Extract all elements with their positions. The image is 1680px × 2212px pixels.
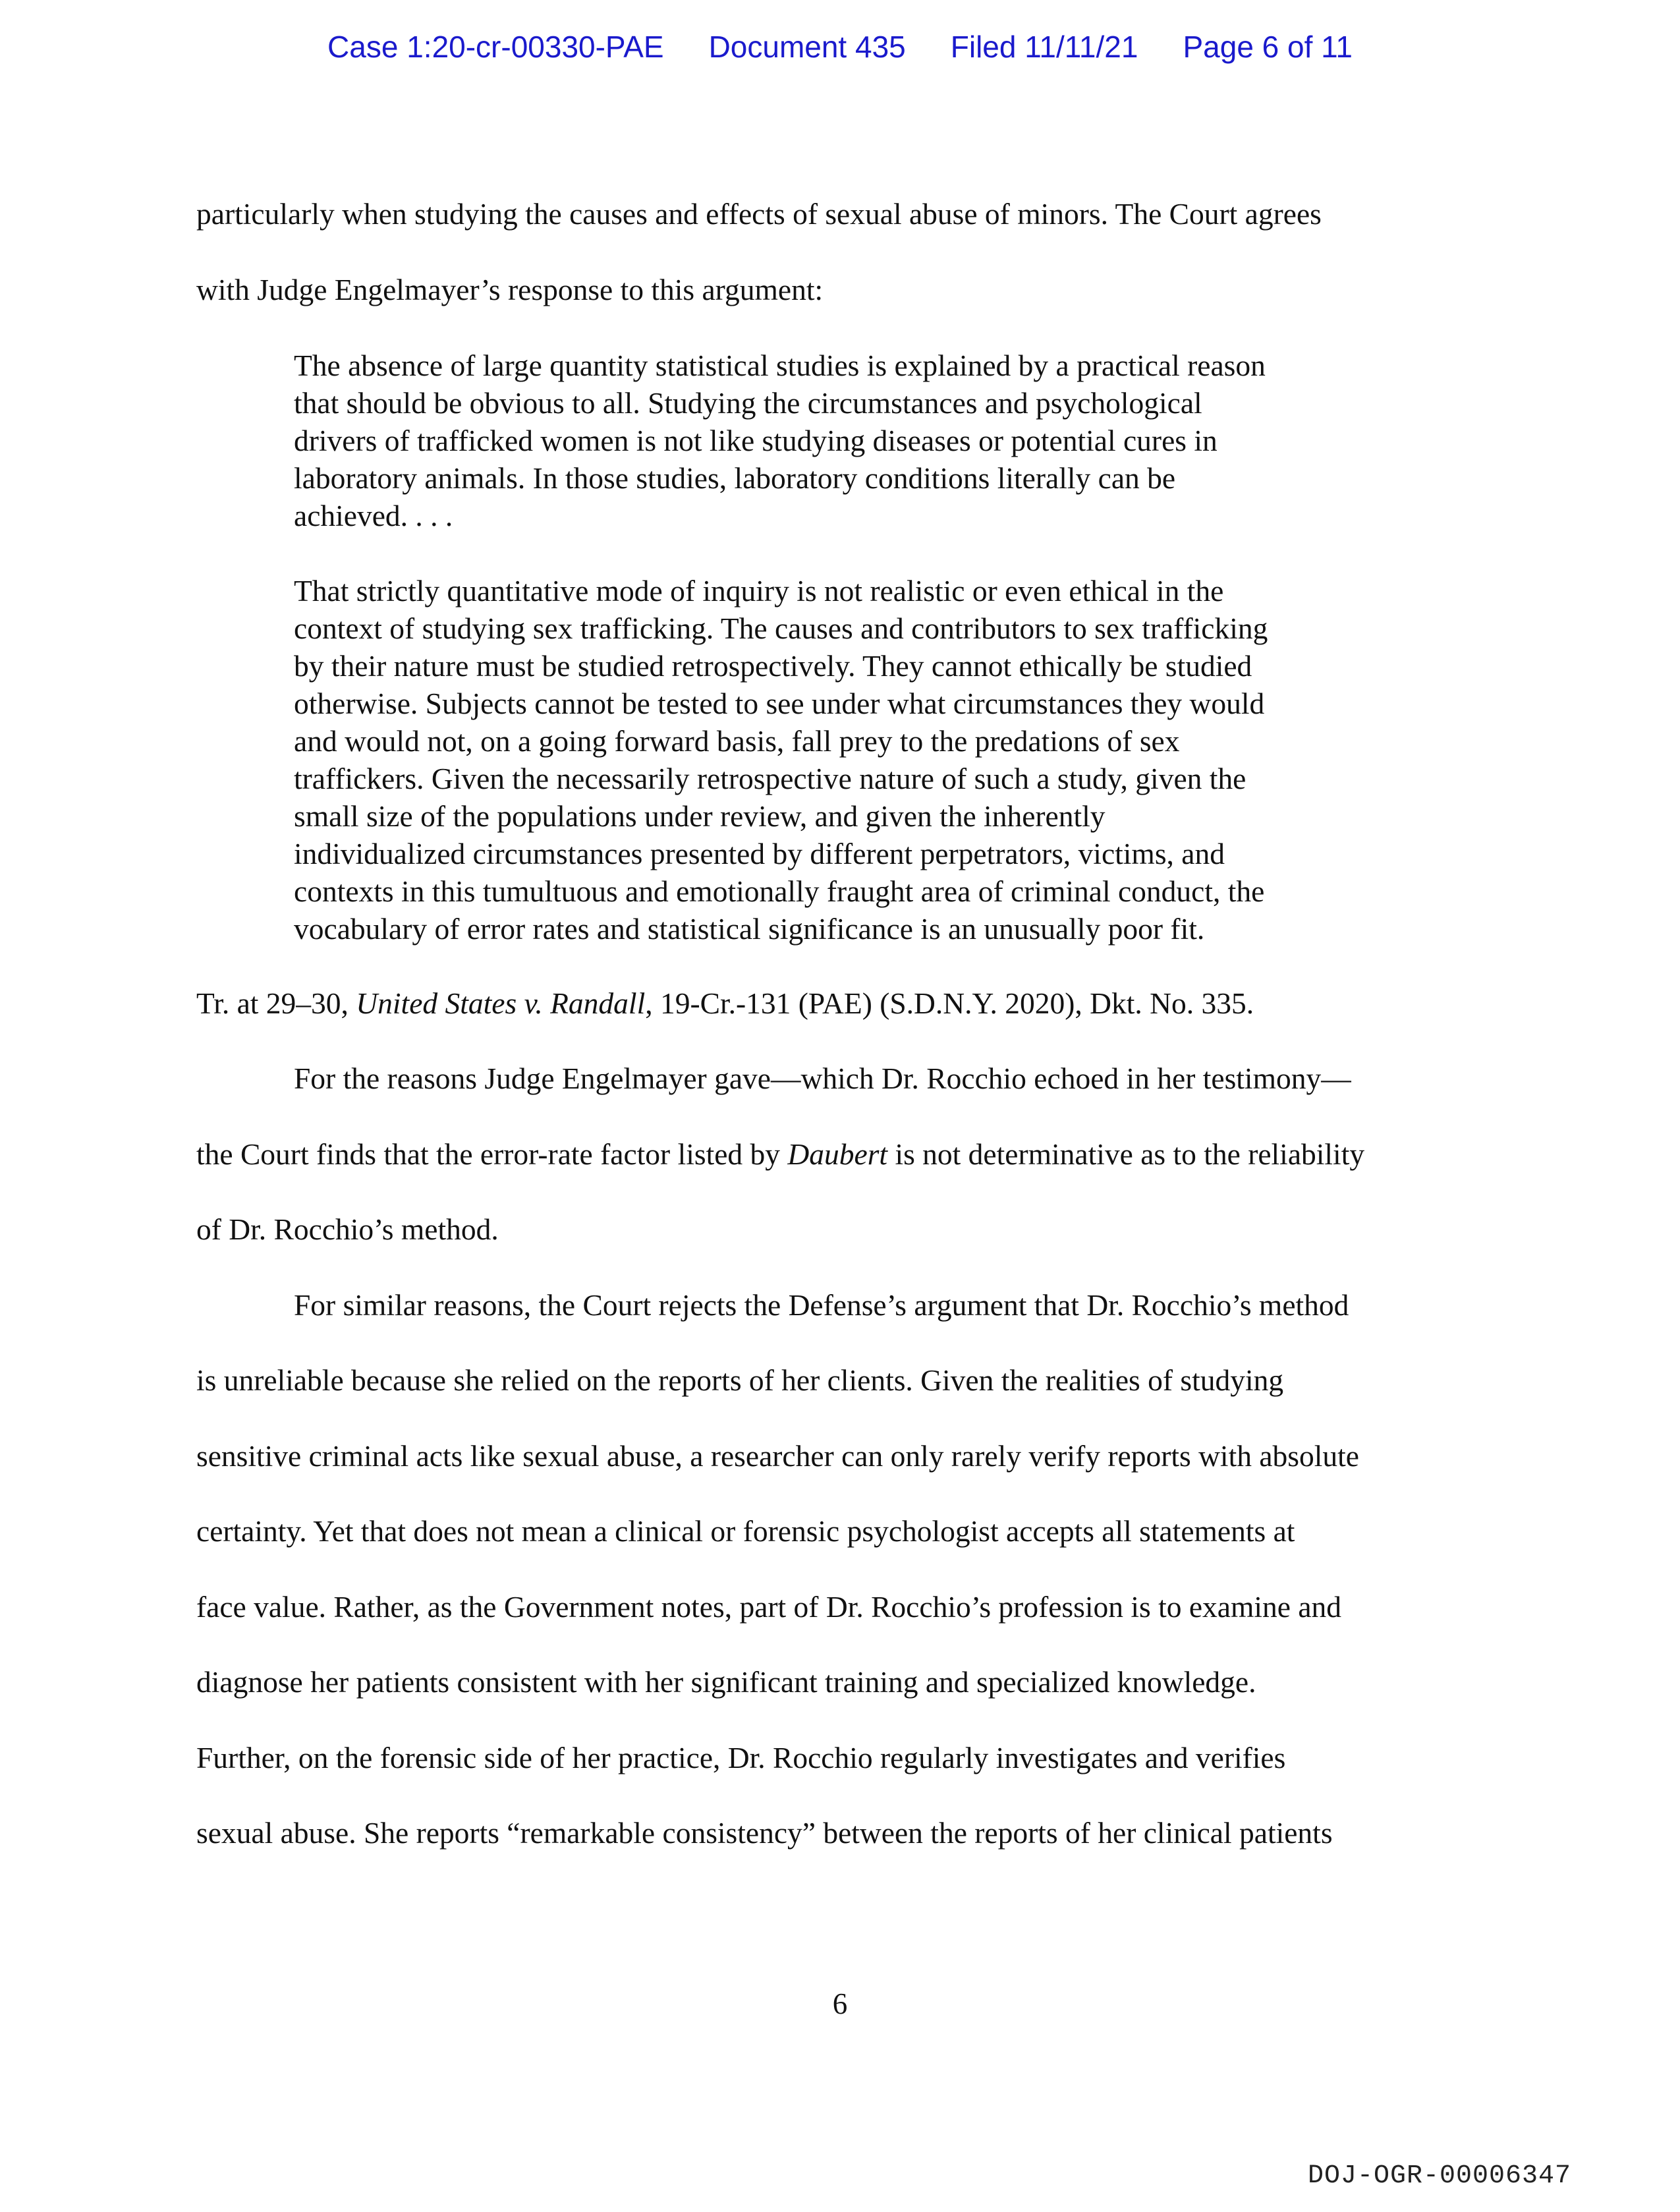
citation: Tr. at 29–30, United States v. Randall, 19-Cr.-131 (PAE) (S.D.N.Y. 2020), Dkt. No. 335. [196, 986, 1254, 1020]
body-line: sensitive criminal acts like sexual abuse, a researcher can only rarely verify reports with absolute [196, 1439, 1359, 1473]
document-number: Document 435 [708, 30, 906, 64]
body-line: certainty. Yet that does not mean a clinical or forensic psychologist accepts all statements at [196, 1514, 1295, 1548]
body-line: is unreliable because she relied on the reports of her clients. Given the realities of studying [196, 1363, 1284, 1397]
case-number: Case 1:20-cr-00330-PAE [327, 30, 664, 64]
quote-line: context of studying sex trafficking. The causes and contributors to sex trafficking [294, 611, 1268, 645]
quote-line: drivers of trafficked women is not like studying diseases or potential cures in [294, 424, 1218, 457]
case-name: United States v. Randall [356, 986, 646, 1020]
case-name: Daubert [787, 1137, 888, 1171]
quote-line: laboratory animals. In those studies, laboratory conditions literally can be [294, 461, 1176, 495]
quote-line: small size of the populations under review, and given the inherently [294, 799, 1106, 833]
body-line: Further, on the forensic side of her practice, Dr. Rocchio regularly investigates and verifies [196, 1741, 1286, 1774]
body-line: diagnose her patients consistent with her significant training and specialized knowledge. [196, 1665, 1256, 1699]
body-line: For the reasons Judge Engelmayer gave—which Dr. Rocchio echoed in her testimony— [294, 1062, 1351, 1095]
quote-line: otherwise. Subjects cannot be tested to see under what circumstances they would [294, 687, 1265, 720]
quote-line: achieved. . . . [294, 499, 453, 532]
quote-line: and would not, on a going forward basis, fall prey to the predations of sex [294, 724, 1180, 758]
quote-line: traffickers. Given the necessarily retrospective nature of such a study, given the [294, 762, 1246, 795]
quote-line: contexts in this tumultuous and emotionally fraught area of criminal conduct, the [294, 874, 1265, 908]
body-line: For similar reasons, the Court rejects the Defense’s argument that Dr. Rocchio’s method [294, 1288, 1349, 1322]
bates-number: DOJ-OGR-00006347 [1308, 2161, 1572, 2191]
filed-date: Filed 11/11/21 [950, 30, 1138, 64]
page-count: Page 6 of 11 [1183, 30, 1353, 64]
quote-line: The absence of large quantity statistical studies is explained by a practical reason [294, 349, 1266, 382]
page-number: 6 [832, 1987, 848, 2020]
body-line: sexual abuse. She reports “remarkable consistency” between the reports of her clinical patients [196, 1816, 1333, 1850]
body-line: with Judge Engelmayer’s response to this argument: [196, 273, 824, 306]
quote-line: individualized circumstances presented by different perpetrators, victims, and [294, 837, 1225, 870]
body-line: face value. Rather, as the Government notes, part of Dr. Rocchio’s profession is to examine and [196, 1590, 1342, 1624]
body-line: particularly when studying the causes and effects of sexual abuse of minors. The Court agrees [196, 197, 1322, 231]
quote-line: vocabulary of error rates and statistical significance is an unusually poor fit. [294, 912, 1205, 946]
quote-line: that should be obvious to all. Studying the circumstances and psychological [294, 386, 1202, 420]
body-line: of Dr. Rocchio’s method. [196, 1212, 499, 1246]
quote-line: by their nature must be studied retrospectively. They cannot ethically be studied [294, 649, 1252, 683]
ecf-header [0, 29, 1680, 65]
body-line: the Court finds that the error-rate factor listed by Daubert is not determinative as to the reliability [196, 1137, 1365, 1171]
quote-line: That strictly quantitative mode of inquiry is not realistic or even ethical in the [294, 574, 1224, 608]
